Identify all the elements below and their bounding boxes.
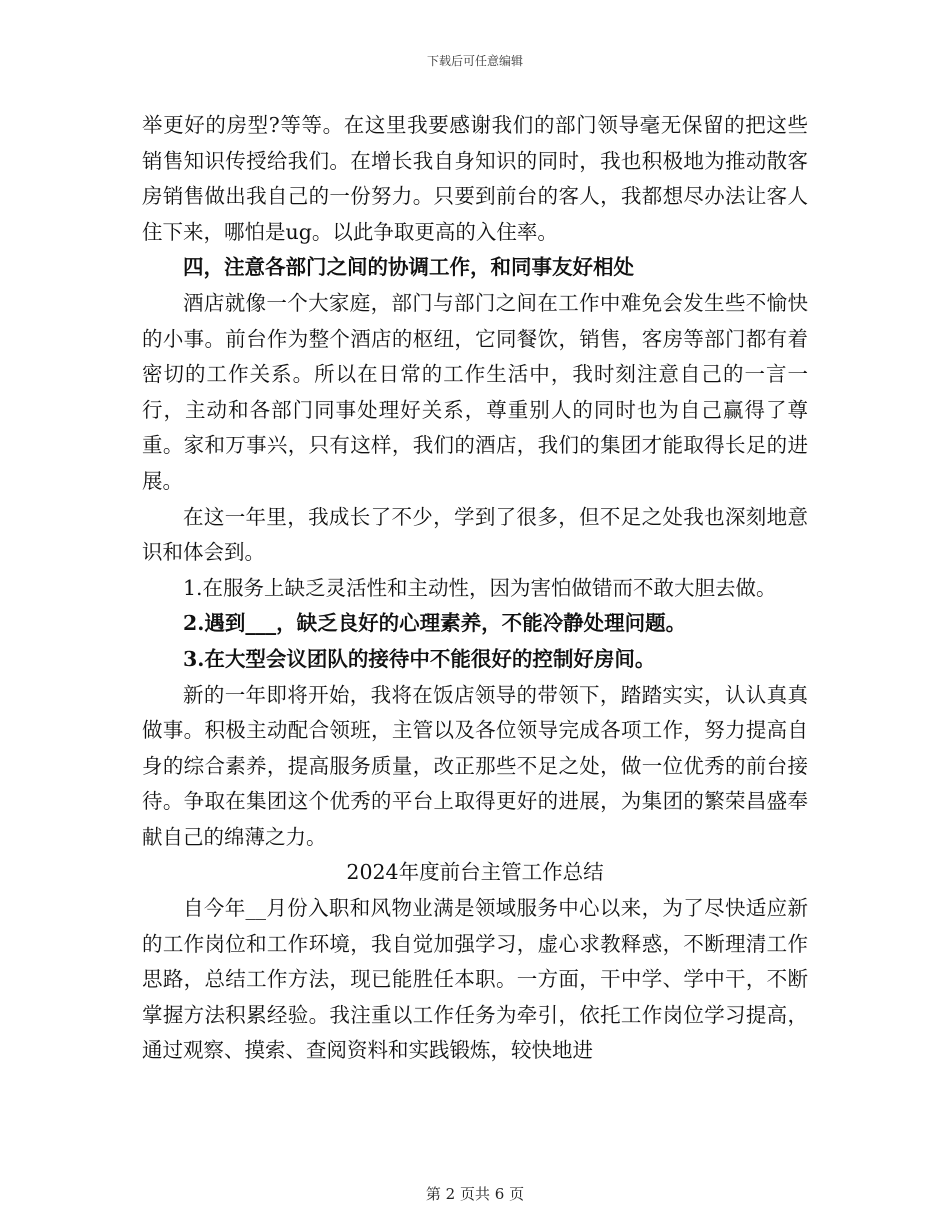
page-header: 下载后可任意编辑 <box>426 54 523 68</box>
paragraph-new-year-plan: 新的一年即将开始，我将在饭店领导的带领下，踏踏实实，认认真真做事。积极主动配合领班，主管以及各位领导完成各项工作，努力提高自身的综合素养，提高服务质量，改正那些不足之处，做一位优秀的前台接待。争取在集团这个优秀的平台上取得更好的进展，为集团的繁荣昌盛奉献自己的绵薄之力。 <box>142 682 808 849</box>
list-item-shortcoming-1: 1.在服务上缺乏灵活性和主动性，因为害怕做错而不敢大胆去做。 <box>183 575 777 600</box>
paragraph-coordination: 酒店就像一个大家庭，部门与部门之间在工作中难免会发生些不愉快的小事。前台作为整个酒店的枢纽，它同餐饮，销售，客房等部门都有着密切的工作关系。所以在日常的工作生活中，我时刻注意自己的一言一行，主动和各部门同事处理好关系，尊重别人的同时也为自己赢得了尊重。家和万事兴，只有这样，我们的酒店，我们的集团才能取得长足的进展。 <box>142 290 808 493</box>
paragraph-supervisor-summary: 自今年__月份入职和风物业满是领域服务中心以来，为了尽快适应新的工作岗位和工作环境，我自觉加强学习，虚心求教释惑，不断理清工作思路，总结工作方法，现已能胜任本职。一方面，干中学、学中干，不断掌握方法积累经验。我注重以工作任务为牵引，依托工作岗位学习提高，通过观察、摸索、查阅资料和实践锻炼，较快地进 <box>142 896 808 1063</box>
list-item-shortcoming-3: 3.在大型会议团队的接待中不能很好的控制好房间。 <box>183 646 656 671</box>
paragraph-shortcomings-intro: 在这一年里，我成长了不少，学到了很多，但不足之处我也深刻地意识和体会到。 <box>142 504 808 565</box>
section-heading-coordination: 四，注意各部门之间的协调工作，和同事友好相处 <box>183 255 634 280</box>
paragraph-hotel-room-sales: 举更好的房型?等等。在这里我要感谢我们的部门领导毫无保留的把这些销售知识传授给我们。在增长我自身知识的同时，我也积极地为推动散客房销售做出我自己的一份努力。只要到前台的客人，我都想尽办法让客人住下来，哪怕是ug。以此争取更高的入住率。 <box>142 113 808 244</box>
list-item-shortcoming-2: 2.遇到___，缺乏良好的心理素养，不能冷静处理问题。 <box>183 611 687 636</box>
page-footer-page-number: 第 2 页共 6 页 <box>425 1185 525 1203</box>
document-body <box>142 108 808 1069</box>
document-title: 2024年度前台主管工作总结 <box>346 860 604 885</box>
